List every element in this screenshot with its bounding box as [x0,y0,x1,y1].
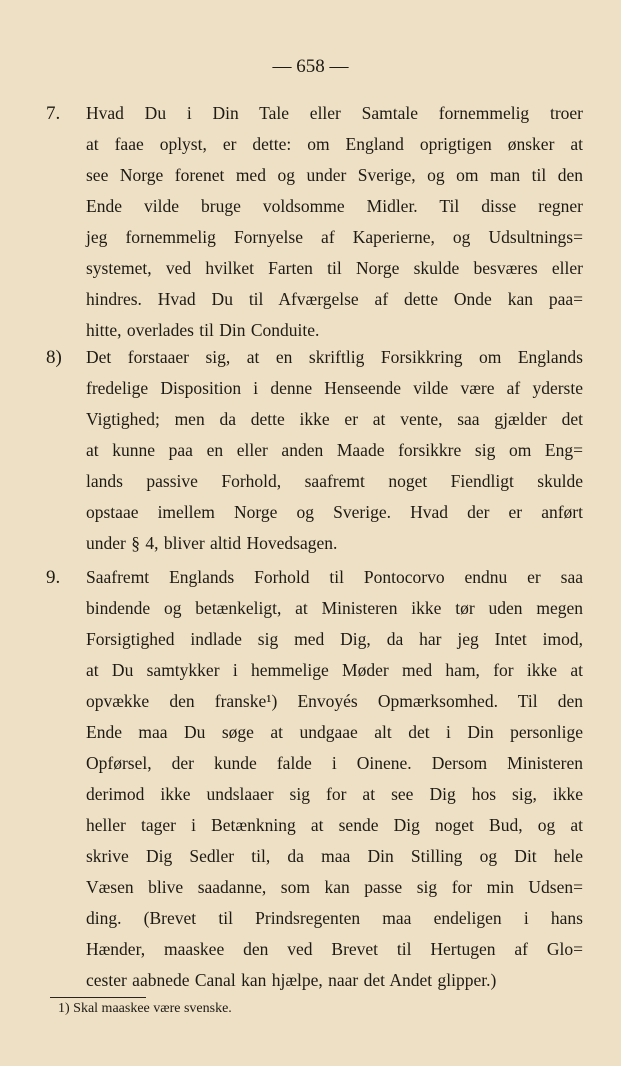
text-line: at kunne paa en eller anden Maade forsikkre sig om Eng= [86,440,583,460]
item-number: 8) [46,347,62,368]
text-line: jeg fornemmelig Fornyelse af Kaperierne, og Udsultnings= [86,227,583,247]
text-line: Det forstaaer sig, at en skriftlig Forsikkring om Englands [86,347,583,367]
text-line: opvække den franske¹) Envoyés Opmærksomhed. Til den [86,691,583,711]
text-line: Saafremt Englands Forhold til Pontocorvo endnu er saa [86,567,583,587]
page-number: — 658 — [272,56,349,77]
text-line: hitte, overlades til Din Conduite. [86,320,320,340]
text-line: Hvad Du i Din Tale eller Samtale fornemmelig troer [86,103,583,123]
text-line: at Du samtykker i hemmelige Møder med ham, for ikke at [86,660,583,680]
text-line: bindende og betænkeligt, at Ministeren ikke tør uden megen [86,598,583,618]
text-line: lands passive Forhold, saafremt noget Fiendligt skulde [86,471,583,491]
text-line: at faae oplyst, er dette: om England oprigtigen ønsker at [86,134,583,154]
text-line: Forsigtighed indlade sig med Dig, da har jeg Intet imod, [86,629,583,649]
text-line: Opførsel, der kunde falde i Oinene. Dersom Ministeren [86,753,583,773]
footnote: 1) Skal maaskee være svenske. [58,1001,232,1016]
text-line: ding. (Brevet til Prindsregenten maa endeligen i hans [86,908,583,928]
text-line: cester aabnede Canal kan hjælpe, naar det Andet glipper.) [86,970,497,990]
text-line: opstaae imellem Norge og Sverige. Hvad der er anført [86,502,583,522]
text-line: systemet, ved hvilket Farten til Norge skulde besværes eller [86,258,583,278]
footnote-divider [50,997,146,998]
item-number: 7. [46,103,61,124]
text-line: under § 4, bliver altid Hovedsagen. [86,533,338,553]
text-line: Ende vilde bruge voldsomme Midler. Til disse regner [86,196,583,216]
text-line: heller tager i Betænkning at sende Dig noget Bud, og at [86,815,583,835]
item-text [86,342,583,559]
text-line: hindres. Hvad Du til Afværgelse af dette Onde kan paa= [86,289,583,309]
text-line: Væsen blive saadanne, som kan passe sig for min Udsen= [86,877,583,897]
text-line: skrive Dig Sedler til, da maa Din Stilling og Dit hele [86,846,583,866]
text-line: see Norge forenet med og under Sverige, og om man til den [86,165,583,185]
item-number: 9. [46,567,61,588]
text-line: fredelige Disposition i denne Henseende vilde være af yderste [86,378,583,398]
text-line: Hænder, maaskee den ved Brevet til Hertugen af Glo= [86,939,583,959]
text-line: Vigtighed; men da dette ikke er at vente, saa gjælder det [86,409,583,429]
item-text [86,98,583,346]
text-line: derimod ikke undslaaer sig for at see Dig hos sig, ikke [86,784,583,804]
item-text [86,562,583,996]
text-line: Ende maa Du søge at undgaae alt det i Din personlige [86,722,583,742]
